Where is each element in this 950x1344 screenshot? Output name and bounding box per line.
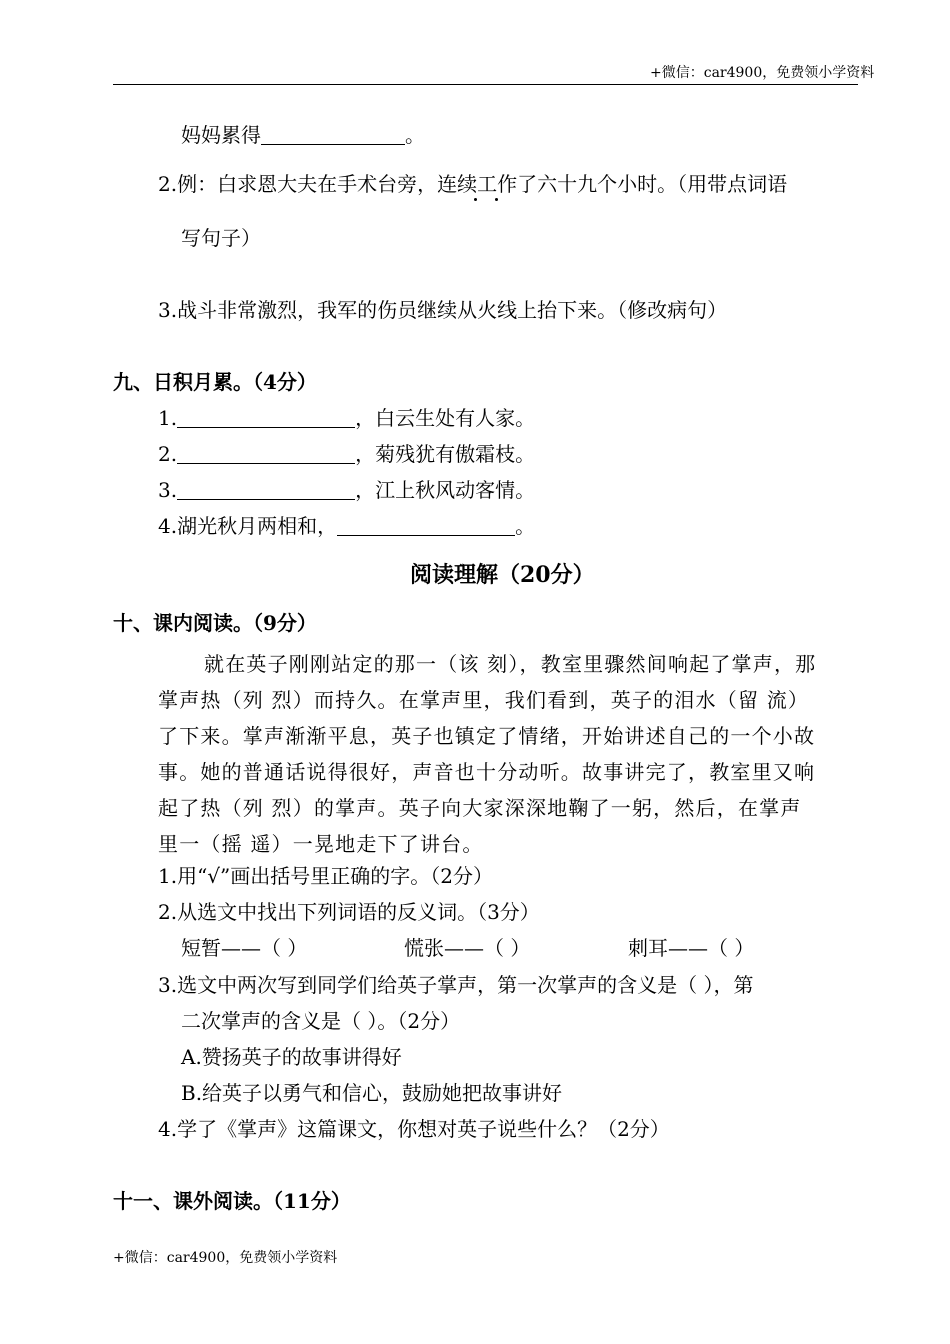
- poem-item-2: 2. ，菊残犹有傲霜枝。: [158, 442, 536, 466]
- s10-question-3-line1: 3.选文中两次写到同学们给英子掌声，第一次掌声的含义是（ ），第: [158, 973, 754, 997]
- s10-question-4: 4.学了《掌声》这篇课文，你想对英子说些什么？（2分）: [158, 1117, 670, 1141]
- reading-title: 阅读理解（20分）: [410, 562, 595, 588]
- page-header: +微信：car4900，免费领小学资料: [650, 65, 875, 81]
- answer-blank[interactable]: [177, 407, 355, 428]
- question-2-line1: 2.例：白求恩大夫在手术台旁，连续工作了六十九个小时。（用带点词语: [158, 172, 788, 196]
- antonym-panic: 慌张——（ ）: [404, 936, 531, 960]
- passage-line: 起了热（列 烈）的掌声。英子向大家深深地鞠了一躬，然后，在掌声: [158, 796, 802, 820]
- emphasis-dot: [495, 198, 498, 201]
- s10-question-2: 2.从选文中找出下列词语的反义词。（3分）: [158, 900, 540, 924]
- passage-line: 里一（摇 遥）一晃地走下了讲台。: [158, 832, 484, 856]
- antonym-short: 短暂——（ ）: [181, 936, 308, 960]
- option-a: A.赞扬英子的故事讲得好: [181, 1045, 402, 1069]
- option-b: B.给英子以勇气和信心，鼓励她把故事讲好: [181, 1081, 563, 1105]
- s10-question-3-line2: 二次掌声的含义是（ ）。（2分）: [181, 1009, 461, 1033]
- passage-line: 事。她的普通话说得很好，声音也十分动听。故事讲完了，教室里又响: [158, 760, 816, 784]
- section-11-title: 十一、课外阅读。（11分）: [113, 1189, 351, 1213]
- section-10-title: 十、课内阅读。（9分）: [113, 611, 317, 635]
- page-footer: +微信：car4900，免费领小学资料: [113, 1250, 338, 1266]
- answer-blank[interactable]: [177, 479, 355, 500]
- s10-question-1: 1.用“√”画出括号里正确的字。（2分）: [158, 864, 493, 888]
- poem-item-3: 3. ，江上秋风动客情。: [158, 478, 536, 502]
- emphasis-dot: [474, 198, 477, 201]
- passage-line: 掌声热（列 烈）而持久。在掌声里，我们看到，英子的泪水（留 流）: [158, 688, 810, 712]
- poem-item-4: 4.湖光秋月两相和， 。: [158, 514, 536, 538]
- answer-blank[interactable]: [261, 124, 405, 145]
- passage-line: 了下来。掌声渐渐平息，英子也镇定了情绪，开始讲述自己的一个小故: [158, 724, 816, 748]
- poem-item-1: 1. ，白云生处有人家。: [158, 406, 536, 430]
- answer-blank[interactable]: [177, 443, 355, 464]
- mother-tired-line: 妈妈累得 。: [181, 123, 425, 147]
- antonym-harsh: 刺耳——（ ）: [628, 936, 755, 960]
- header-rule: [113, 84, 858, 85]
- section-9-title: 九、日积月累。（4分）: [113, 370, 317, 394]
- question-2-line2: 写句子）: [181, 226, 261, 250]
- passage-line: 就在英子刚刚站定的那一（该 刻），教室里骤然间响起了掌声，那: [204, 652, 817, 676]
- answer-blank[interactable]: [337, 515, 515, 536]
- question-3: 3.战斗非常激烈，我军的伤员继续从火线上抬下来。（修改病句）: [158, 298, 728, 322]
